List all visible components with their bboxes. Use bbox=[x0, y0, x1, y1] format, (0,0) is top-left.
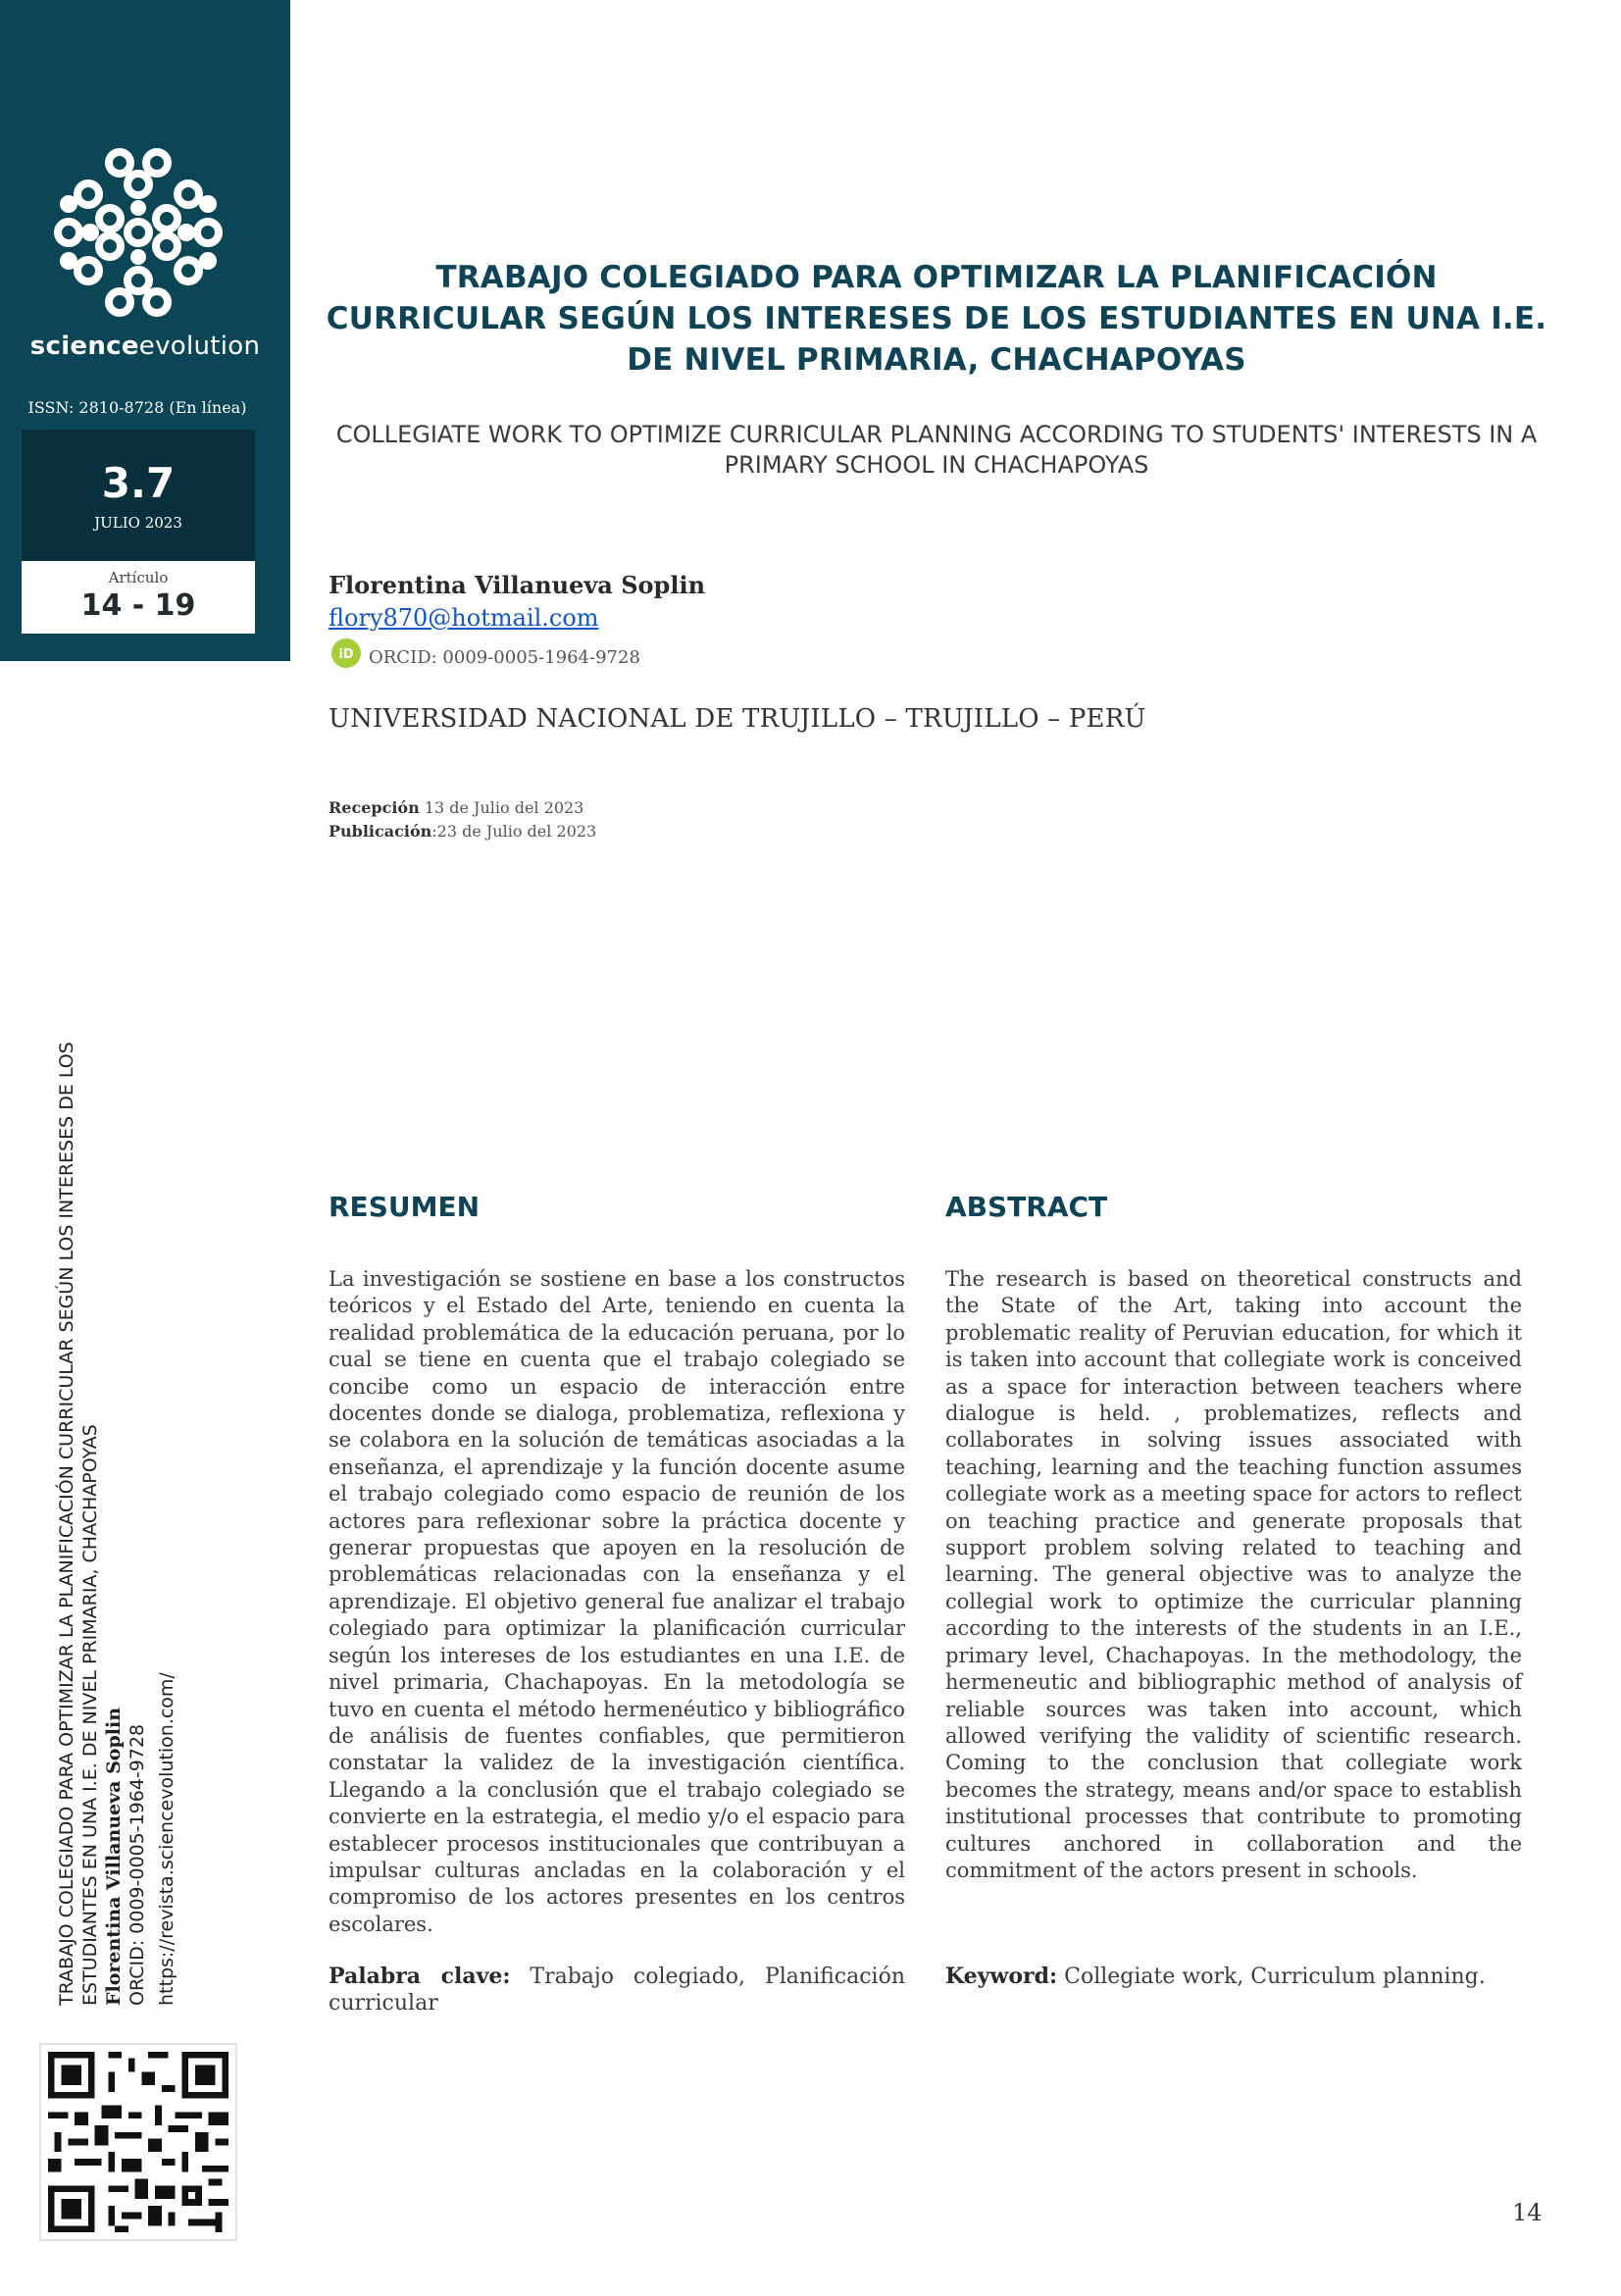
paper-title: TRABAJO COLEGIADO PARA OPTIMIZAR LA PLANIFICACIÓN CURRICULAR SEGÚN LOS INTERESES DE LOS ESTUDIANTES EN UNA I.E. DE NIVEL PRIMARIA, CHACHAPOYAS bbox=[326, 260, 1547, 378]
resumen-section bbox=[329, 1191, 905, 2015]
author-email-link[interactable]: flory870@hotmail.com bbox=[329, 604, 599, 632]
journal-sidebar bbox=[0, 0, 290, 661]
dates-block bbox=[329, 796, 596, 843]
abstract-heading: ABSTRACT bbox=[945, 1191, 1108, 1223]
vertical-author: Florentina Villanueva Soplin bbox=[103, 1707, 125, 2006]
reception-date: 13 de Julio del 2023 bbox=[419, 798, 584, 817]
journal-logo-icon bbox=[51, 145, 226, 320]
article-pages: 14 - 19 bbox=[80, 588, 196, 623]
qr-code-icon bbox=[39, 2043, 237, 2241]
vertical-title-line2: ESTUDIANTES EN UNA I.E. DE NIVEL PRIMARIA, CHACHAPOYAS bbox=[79, 1424, 101, 2006]
abstract-section bbox=[945, 1191, 1522, 1989]
author-orcid: ORCID: 0009-0005-1964-9728 bbox=[369, 647, 640, 668]
vertical-url[interactable]: https://revista.sciencevolution.com/ bbox=[156, 1672, 177, 2006]
resumen-body: La investigación se sostiene en base a los constructos teóricos y el Estado del Arte, teniendo en cuenta la realidad problemática de la educación peruana, por lo cual se tiene en cuenta que el trabajo colegiado se concibe como un espacio de interacción entre docentes donde se dialoga, problematiza, reflexiona y se colabora en la solución de temáticas asociadas a la enseñanza, el aprendizaje y la función docente asume el trabajo colegiado como espacio de reunión de los actores para reflexionar sobre la práctica docente y generar propuestas que apoyen en la resolución de problemáticas relacionadas con la enseñanza y el aprendizaje. El objetivo general fue analizar el trabajo colegiado para optimizar la planificación curricular según los intereses de los estudiantes en una I.E. de nivel primaria, Chachapoyas. En la metodología se tuvo en cuenta el método hermenéutico y bibliográfico de análisis de fuentes confiables, que permitieron constatar la validez de la investigación científica. Llegando a la conclusión que el trabajo colegiado se convierte en la estrategia, el medio y/o el espacio para establecer procesos institucionales que contribuyan a impulsar culturas ancladas en la colaboración y el compromiso de los actores presentes en los centros escolares. bbox=[329, 1267, 905, 1936]
abstract-keywords: Keyword: Collegiate work, Curriculum planning. bbox=[945, 1964, 1486, 1989]
issn: ISSN: 2810-8728 (En línea) bbox=[27, 398, 247, 417]
publication-date: :23 de Julio del 2023 bbox=[431, 822, 597, 841]
vertical-orcid: ORCID: 0009-0005-1964-9728 bbox=[127, 1723, 148, 2006]
resumen-keywords: Palabra clave: Trabajo colegiado, Planificación curricular bbox=[329, 1964, 905, 2015]
svg-text:iD: iD bbox=[338, 646, 354, 662]
article-box bbox=[22, 561, 255, 634]
issue-date: JULIO 2023 bbox=[94, 514, 182, 532]
abstract-body: The research is based on theoretical constructs and the State of the Art, taking into account the problematic reality of Peruvian education, for which it is taken into account that collegiate work is conceived as a space for interaction between teachers where dialogue is held. , problematizes, reflects and collaborates in solving issues associated with teaching, learning and the teaching function assumes collegiate work as a meeting space for actors to reflect on teaching practice and generate proposals that support problem solving related to teaching and learning. The general objective was to analyze the collegial work to optimize the curricular planning according to the interests of the students in an I.E., primary level, Chachapoyas. In the methodology, the hermeneutic and bibliographic method of analysis of reliable sources was taken into account, which allowed verifying the validity of scientific research. Coming to the conclusion that collegiate work becomes the strategy, means and/or space to establish institutional processes that contribute to promoting cultures anchored in collaboration and the commitment of the actors present in schools. bbox=[945, 1267, 1522, 1882]
author-name: Florentina Villanueva Soplin bbox=[329, 571, 706, 599]
volume-box bbox=[22, 430, 255, 561]
resumen-heading: RESUMEN bbox=[329, 1191, 481, 1223]
vertical-title-line1: TRABAJO COLEGIADO PARA OPTIMIZAR LA PLANIFICACIÓN CURRICULAR SEGÚN LOS INTERESES DE LOS bbox=[56, 1042, 77, 2006]
paper-subtitle: COLLEGIATE WORK TO OPTIMIZE CURRICULAR PLANNING ACCORDING TO STUDENTS' INTERESTS IN A PRIMARY SCHOOL IN CHACHAPOYAS bbox=[335, 421, 1538, 479]
reception-label: Recepción bbox=[329, 798, 420, 817]
orcid-row bbox=[331, 638, 640, 668]
publication-label: Publicación bbox=[329, 822, 432, 841]
volume-number: 3.7 bbox=[101, 459, 176, 507]
article-label: Artículo bbox=[108, 569, 169, 587]
orcid-icon[interactable] bbox=[331, 638, 361, 668]
author-affiliation: UNIVERSIDAD NACIONAL DE TRUJILLO – TRUJILLO – PERÚ bbox=[329, 704, 1146, 734]
page-number: 14 bbox=[1512, 2199, 1543, 2226]
journal-brand: scienceevolution bbox=[29, 332, 261, 361]
